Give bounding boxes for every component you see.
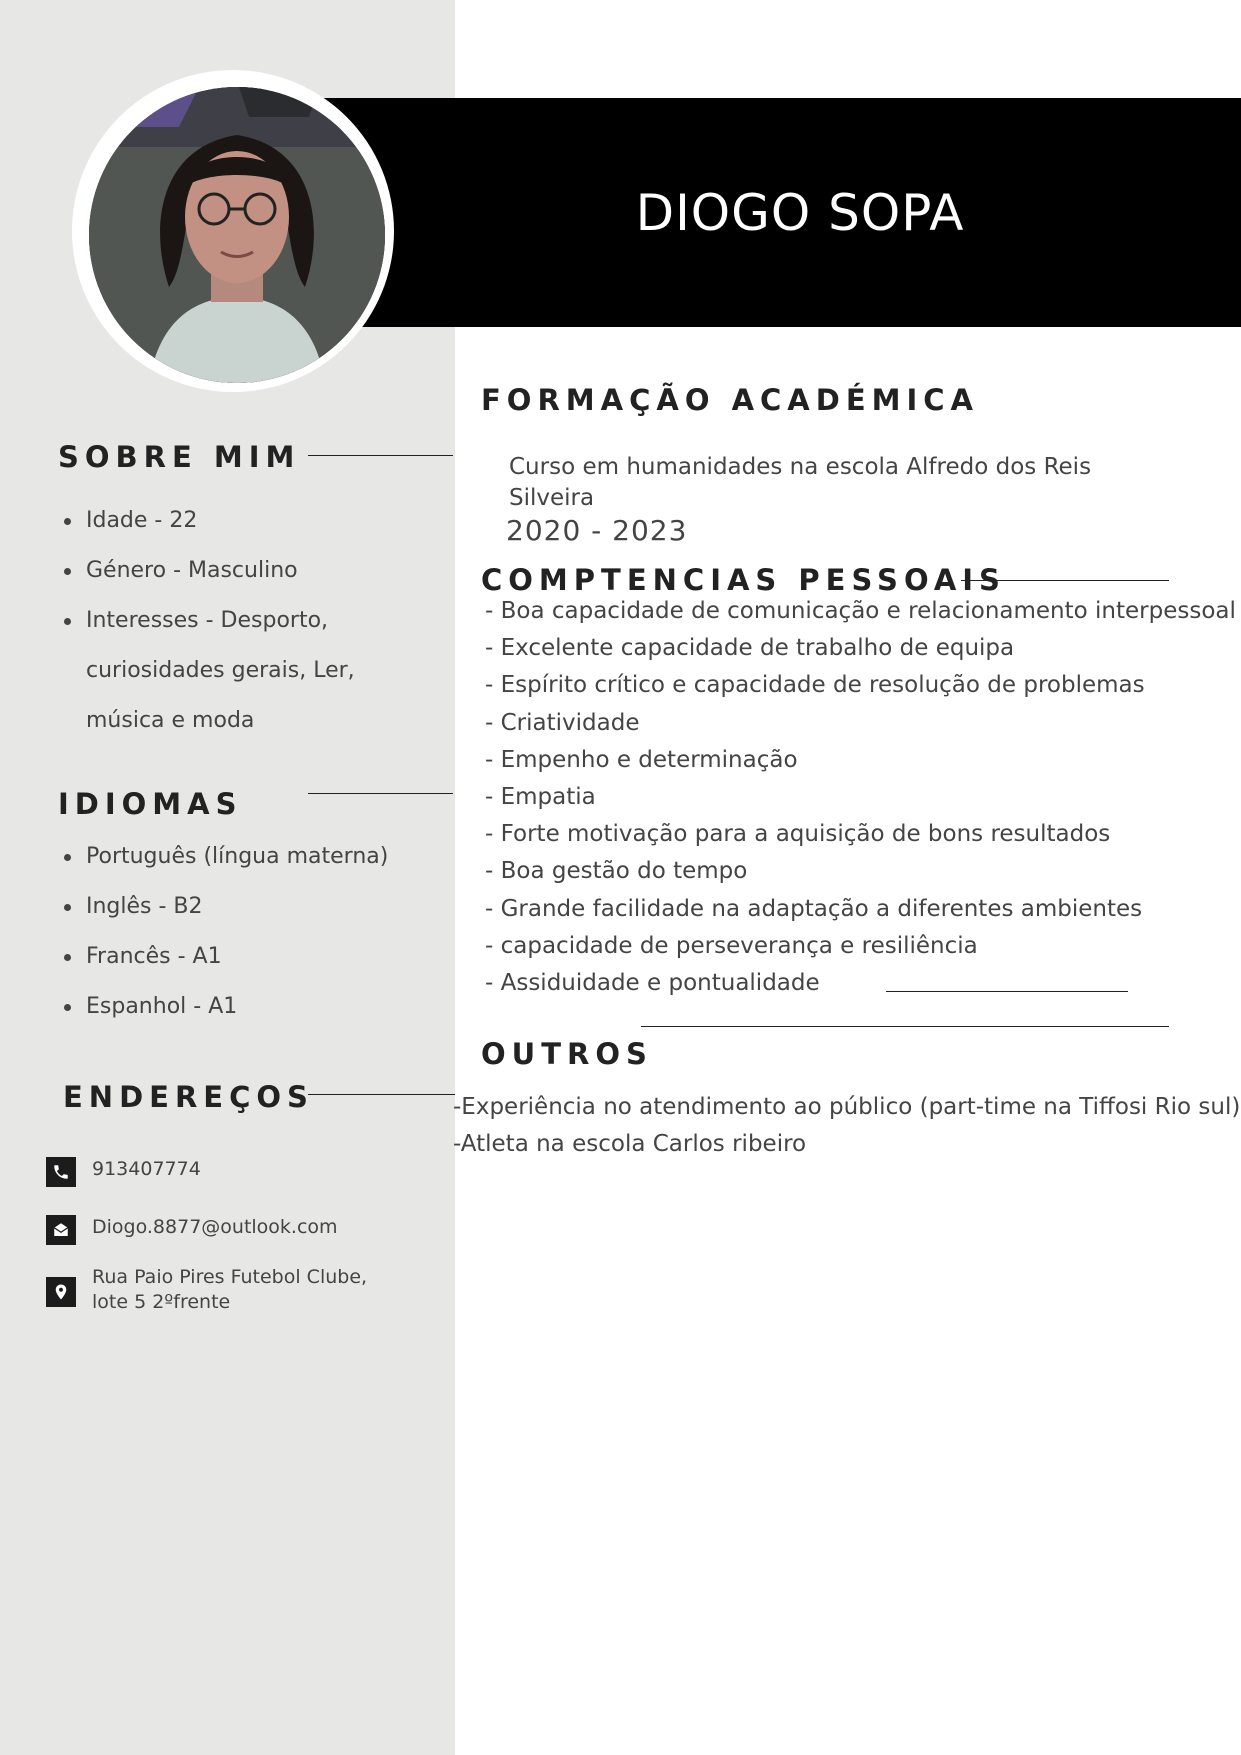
- list-item: - Excelente capacidade de trabalho de equipa: [485, 635, 1015, 662]
- list-item: -Atleta na escola Carlos ribeiro: [453, 1131, 807, 1157]
- list-item: - Empenho e determinação: [485, 746, 798, 773]
- languages-list: [58, 832, 388, 1032]
- education-years: 2020 - 2023: [506, 514, 688, 547]
- contact-email: [46, 1215, 338, 1245]
- list-item: - Espírito crítico e capacidade de resolução de problemas: [485, 672, 1145, 699]
- section-heading-skills: COMPTENCIAS PESSOAIS: [481, 563, 1006, 597]
- contact-phone: [46, 1157, 201, 1187]
- list-item: - Boa capacidade de comunicação e relacionamento interpessoal: [485, 598, 1236, 624]
- profile-photo: [89, 87, 385, 383]
- address-line: Rua Paio Pires Futebol Clube,: [92, 1266, 368, 1288]
- section-heading-others: OUTROS: [481, 1037, 653, 1071]
- address-line: lote 5 2ºfrente: [92, 1291, 231, 1313]
- course-line: Curso em humanidades na escola Alfredo dos Reis: [509, 454, 1092, 480]
- candidate-name: DIOGO SOPA: [635, 183, 965, 242]
- list-item: Espanhol - A1: [58, 982, 388, 1032]
- list-item: - Empatia: [485, 784, 596, 811]
- others-list: [453, 1089, 1241, 1163]
- divider-line: [308, 793, 453, 794]
- email-address: Diogo.8877@outlook.com: [92, 1216, 338, 1238]
- section-heading-about: SOBRE MIM: [58, 440, 301, 474]
- location-pin-icon: [46, 1277, 76, 1307]
- list-item: Interesses - Desporto,: [58, 596, 355, 646]
- list-item: Português (língua materna): [58, 832, 388, 882]
- list-item: - Forte motivação para a aquisição de bons resultados: [485, 821, 1111, 848]
- list-item: Francês - A1: [58, 932, 388, 982]
- section-heading-education: FORMAÇÃO ACADÉMICA: [481, 383, 979, 417]
- list-item: - capacidade de perseverança e resiliência: [485, 932, 978, 959]
- list-item: Género - Masculino: [58, 546, 355, 596]
- list-item: - Boa gestão do tempo: [485, 858, 748, 885]
- list-item: Inglês - B2: [58, 882, 388, 932]
- portrait-illustration: [89, 87, 385, 383]
- section-heading-languages: IDIOMAS: [58, 787, 243, 821]
- education-course: [509, 452, 1109, 514]
- list-item: -Experiência no atendimento ao público (part-time na Tiffosi Rio sul): [453, 1094, 1241, 1120]
- mail-icon: [46, 1215, 76, 1245]
- divider-line: [308, 455, 453, 456]
- divider-line: [641, 1026, 1169, 1027]
- phone-icon: [46, 1157, 76, 1187]
- list-item-continuation: música e moda: [86, 708, 255, 733]
- address: [92, 1265, 367, 1315]
- about-list: [58, 496, 355, 746]
- phone-number: 913407774: [92, 1158, 201, 1180]
- section-heading-contacts: ENDEREÇOS: [63, 1080, 314, 1114]
- list-item-continuation: curiosidades gerais, Ler,: [86, 658, 355, 683]
- list-item: Idade - 22: [58, 496, 355, 546]
- divider-line: [886, 991, 1128, 992]
- list-item: - Criatividade: [485, 709, 640, 736]
- divider-line: [308, 1094, 455, 1095]
- divider-line: [961, 580, 1169, 581]
- list-item: - Grande facilidade na adaptação a diferentes ambientes: [485, 895, 1143, 922]
- skills-list: [485, 593, 1241, 1002]
- contact-address: [46, 1265, 367, 1315]
- course-line: Silveira: [509, 485, 595, 511]
- list-item: - Assiduidade e pontualidade: [485, 970, 820, 997]
